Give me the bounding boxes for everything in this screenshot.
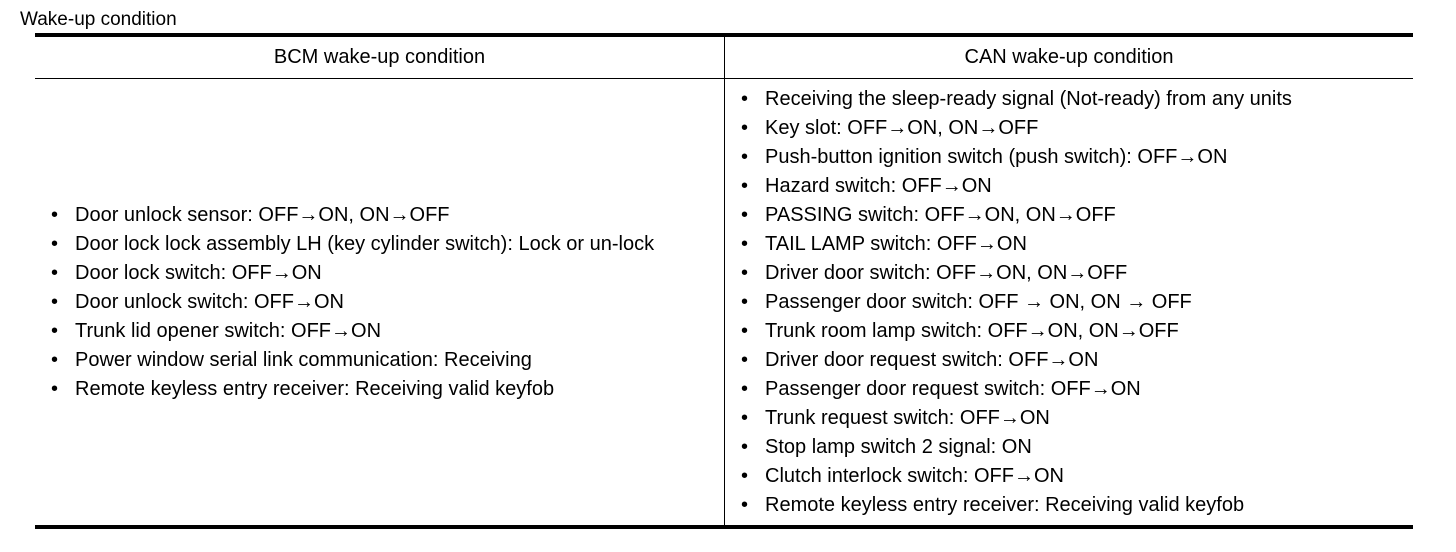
- list-item: • Hazard switch: OFF→ON: [741, 172, 1405, 201]
- list-item: • Door lock lock assembly LH (key cylinder switch): Lock or un-lock: [51, 230, 710, 259]
- list-item: • Door lock switch: OFF→ON: [51, 259, 710, 288]
- list-item: • Stop lamp switch 2 signal: ON: [741, 433, 1405, 462]
- list-item: • Clutch interlock switch: OFF→ON: [741, 462, 1405, 491]
- list-item: • Key slot: OFF→ON, ON→OFF: [741, 114, 1405, 143]
- can-conditions-cell: [725, 79, 1413, 525]
- list-item: • Trunk request switch: OFF→ON: [741, 404, 1405, 433]
- header-can-wake-up-condition: CAN wake-up condition: [964, 46, 1174, 68]
- list-item: • PASSING switch: OFF→ON, ON→OFF: [741, 201, 1405, 230]
- list-item: • Driver door switch: OFF→ON, ON→OFF: [741, 259, 1405, 288]
- list-item: • TAIL LAMP switch: OFF→ON: [741, 230, 1405, 259]
- header-bcm-wake-up-condition: BCM wake-up condition: [273, 46, 486, 68]
- list-item: • Passenger door switch: OFF → ON, ON → OFF: [741, 288, 1405, 317]
- list-item: • Push-button ignition switch (push switch): OFF→ON: [741, 143, 1405, 172]
- list-item: • Door unlock switch: OFF→ON: [51, 288, 710, 317]
- bcm-conditions-cell: [35, 79, 724, 525]
- table-caption: Wake-up condition: [20, 9, 177, 30]
- list-item: • Door unlock sensor: OFF→ON, ON→OFF: [51, 201, 710, 230]
- list-item: • Passenger door request switch: OFF→ON: [741, 375, 1405, 404]
- list-item: • Trunk lid opener switch: OFF→ON: [51, 317, 710, 346]
- list-item: • Power window serial link communication: Receiving: [51, 346, 710, 375]
- list-item: • Driver door request switch: OFF→ON: [741, 346, 1405, 375]
- list-item: • Receiving the sleep-ready signal (Not-ready) from any units: [741, 85, 1405, 114]
- bcm-conditions-list: [51, 201, 710, 404]
- list-item: • Trunk room lamp switch: OFF→ON, ON→OFF: [741, 317, 1405, 346]
- wake-up-condition-table: [35, 33, 1413, 529]
- list-item: • Remote keyless entry receiver: Receiving valid keyfob: [741, 491, 1405, 520]
- can-conditions-list: [741, 85, 1405, 520]
- list-item: • Remote keyless entry receiver: Receiving valid keyfob: [51, 375, 710, 404]
